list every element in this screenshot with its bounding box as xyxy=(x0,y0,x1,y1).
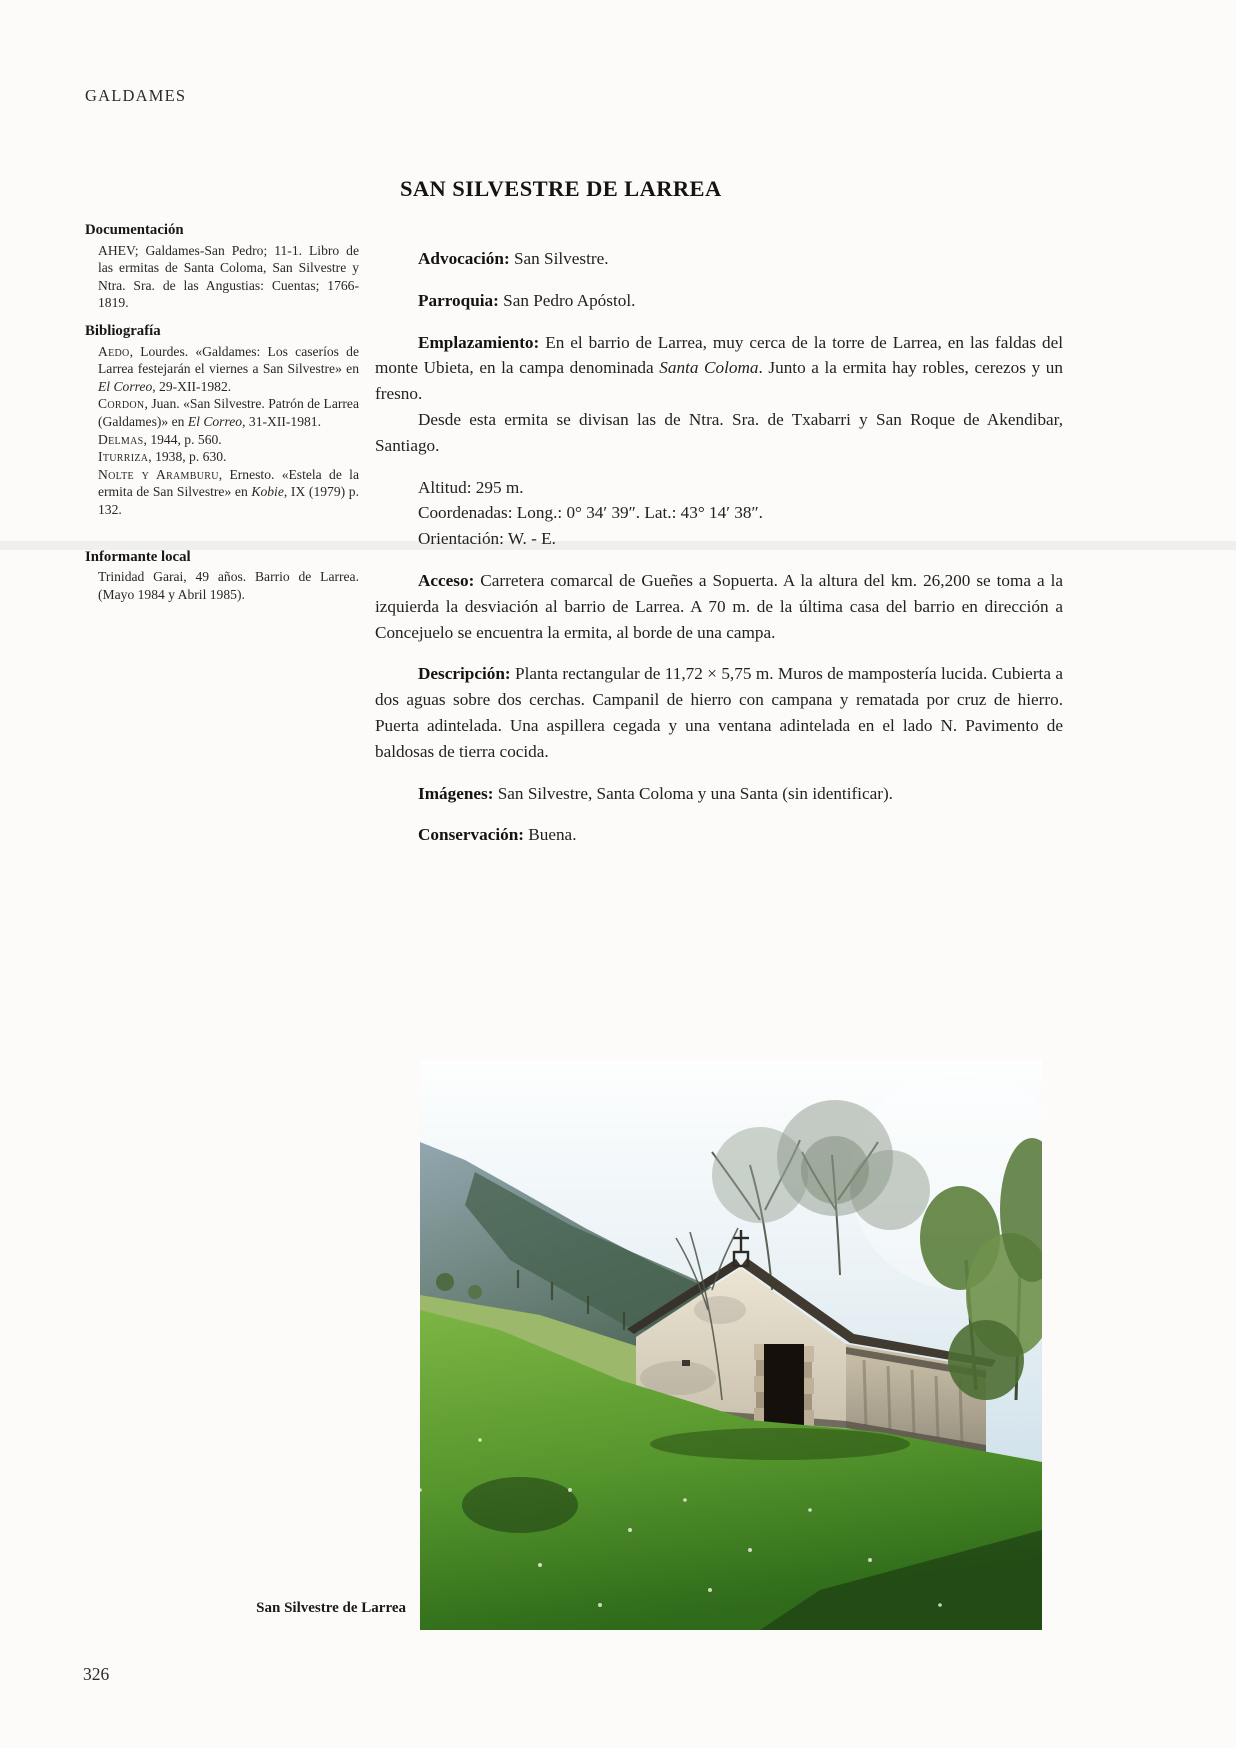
bold-label: Emplazamiento: xyxy=(418,332,540,352)
text-run: , Ernesto. «Estela de la ermita de San Silvestre» en xyxy=(98,466,359,500)
italic-text: El Correo xyxy=(187,413,243,429)
sidebar-section-heading: Informante local xyxy=(85,548,191,565)
sidebar-entry xyxy=(85,568,359,603)
main-text-column xyxy=(375,246,1063,864)
smallcaps-text: Delmas xyxy=(98,431,144,447)
italic-text: El Correo xyxy=(98,378,153,394)
reference-sidebar xyxy=(85,222,359,603)
smallcaps-text: Aedo xyxy=(98,343,130,359)
bush xyxy=(468,1285,482,1299)
text-run: , 31-XII-1981. xyxy=(242,413,321,429)
text-run: San Silvestre. xyxy=(509,249,609,268)
sidebar-entry xyxy=(85,466,359,519)
conservacion-paragraph xyxy=(375,822,1063,848)
smallcaps-text: Nolte y Aramburu xyxy=(98,466,219,482)
data-line xyxy=(418,475,1063,501)
sidebar-entry xyxy=(85,343,359,396)
text-run: San Pedro Apóstol. xyxy=(498,290,636,310)
text-run: , Lourdes. «Galdames: Los caseríos de Larrea festejarán el viernes a San Silvestre» en xyxy=(98,343,359,377)
text-run: Desde esta ermita se divisan las de Ntra. Sra. de Txabarri y San Roque de Akendibar, Santiago. xyxy=(375,409,1063,455)
text-run: Buena. xyxy=(523,825,577,845)
smallcaps-text: Iturriza xyxy=(98,449,149,465)
imagenes-paragraph xyxy=(375,781,1063,807)
text-run: Altitud: 295 m. xyxy=(418,477,524,497)
bold-label: Parroquia: xyxy=(418,290,499,310)
italic-text: Santa Coloma xyxy=(659,358,759,378)
sidebar-entry xyxy=(85,448,359,466)
running-header: GALDAMES xyxy=(85,86,187,105)
italic-text: Kobie xyxy=(251,484,284,500)
text-run: Planta rectangular de 11,72 × 5,75 m. Muros de mampostería lucida. Cubierta a dos aguas sobre dos cerchas. Campanil de hierro con campana y rematada por cruz de hierro. Puerta adintelada. Una aspillera cegada y una ventana adintelada en el lado N. Pavimento de baldosas de tierra cocida. xyxy=(375,664,1063,761)
sidebar-entry xyxy=(85,242,359,312)
text-run: AHEV; Galdames-San Pedro; 11-1. Libro de las ermitas de Santa Coloma, San Silvestre y Ntra. Sra. de las Angustias: Cuentas; 1766-1819. xyxy=(98,242,359,311)
text-run: , 1944, p. 560. xyxy=(143,431,222,447)
text-run: , 29-XII-1982. xyxy=(152,378,232,394)
text-run: Coordenadas: Long.: 0° 34′ 39″. Lat.: 43° 14′ 38″. xyxy=(418,503,763,523)
text-run: San Silvestre, Santa Coloma y una Santa (sin identificar). xyxy=(493,783,893,803)
text-run: En el barrio de Larrea, muy cerca de la torre de Larrea, en las faldas del monte Ubieta, en la campa denominada xyxy=(375,332,1063,378)
acceso-paragraph xyxy=(375,568,1063,645)
page-title: SAN SILVESTRE DE LARREA xyxy=(400,176,722,201)
descripcion-paragraph xyxy=(375,661,1063,764)
meadow-dark-patch xyxy=(462,1477,578,1533)
bold-label: Descripción: xyxy=(418,664,511,684)
meadow-shadow xyxy=(650,1428,910,1460)
data-line xyxy=(418,526,1063,552)
bold-label: Advocación: xyxy=(418,249,510,268)
emplazamiento-paragraph-2 xyxy=(375,407,1063,459)
text-run: Carretera comarcal de Gueñes a Sopuerta. A la altura del km. 26,200 se toma a la izquierda la desviación al barrio de Larrea. A 70 m. de la última casa del barrio en dirección a Concejuelo se encuentra la ermita, al borde de una campa. xyxy=(375,570,1063,642)
sidebar-entry xyxy=(85,431,359,449)
sidebar-section-heading: Bibliografía xyxy=(85,322,161,339)
wall-stain xyxy=(694,1296,746,1324)
datos-block xyxy=(375,475,1063,552)
text-run: Trinidad Garai, 49 años. Barrio de Larrea. (Mayo 1984 y Abril 1985). xyxy=(98,569,359,602)
text-run: Orientación: W. - E. xyxy=(418,529,556,549)
photo-caption: San Silvestre de Larrea xyxy=(256,1600,406,1616)
text-run: . Junto a la ermita hay robles, cerezos y un fresno. xyxy=(375,358,1063,404)
text-run: , 1938, p. 630. xyxy=(148,449,227,465)
parroquia-paragraph xyxy=(375,288,1063,314)
bold-label: Acceso: xyxy=(418,570,475,590)
chapel-photo-scene xyxy=(420,1060,1042,1630)
aspillera-window xyxy=(682,1360,690,1366)
sidebar-section-heading: Documentación xyxy=(85,222,184,238)
bold-label: Conservación: xyxy=(418,825,524,845)
bold-label: Imágenes: xyxy=(418,783,494,803)
bush xyxy=(436,1273,454,1291)
text-run: , Juan. «San Silvestre. Patrón de Larrea (Galdames)» en xyxy=(98,396,359,429)
advocacion-paragraph xyxy=(375,246,1063,272)
smallcaps-text: Cordon xyxy=(98,396,145,412)
page-number: 326 xyxy=(83,1664,110,1684)
emplazamiento-paragraph xyxy=(375,330,1063,407)
chapel-door xyxy=(764,1344,804,1426)
data-line xyxy=(418,500,1063,526)
chapel-photo xyxy=(420,1060,1042,1630)
sidebar-entry xyxy=(85,395,359,430)
text-run: , IX (1979) p. 132. xyxy=(98,484,359,517)
